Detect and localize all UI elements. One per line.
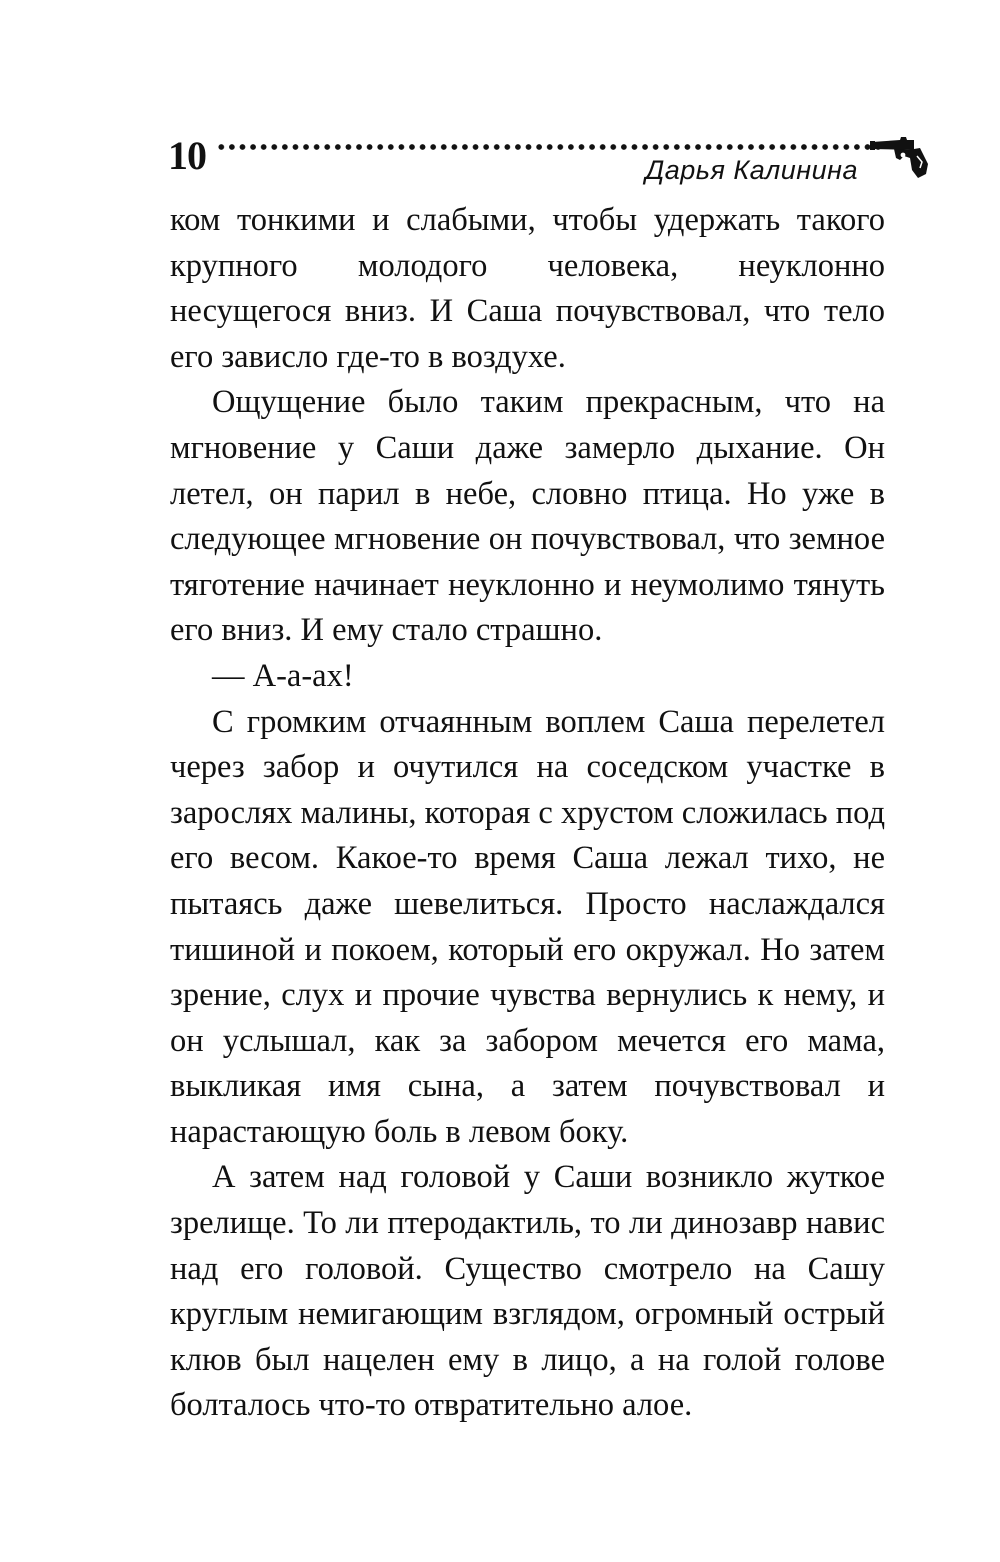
paragraph: А затем над головой у Саши возникло жуткое зрелище. То ли птеродактиль, то ли динозавр навис над его головой. Существо смотрело на Сашу круглым немигающим взглядом, огромный острый клюв был нацелен ему в лицо, а на голой голове болталось что-то отвратительно алое. [170, 1159, 885, 1424]
paragraph: Ощущение было таким прекрасным, что на мгновение у Саши даже замерло дыхание. Он летел, он парил в небе, словно птица. Но уже в следующее мгновение он почувствовал, что земное тяготение начинает неуклонно и неумолимо тянуть его вниз. И ему стало страшно. [170, 384, 885, 649]
dot-leader [216, 142, 884, 152]
pistol-icon [870, 134, 930, 180]
paragraph: ком тонкими и слабыми, чтобы удержать такого крупного молодого человека, неуклонно несущегося вниз. И Саша почувствовал, что тело его зависло где-то в воздухе. [170, 202, 885, 375]
paragraph: С громким отчаянным воплем Саша перелетел через забор и очутился на соседском участке в зарослях малины, которая с хрустом сложилась под его весом. Какое-то время Саша лежал тихо, не пытаясь даже шевелиться. Просто наслаждался тишиной и покоем, который его окружал. Но затем зрение, слух и прочие чувства вернулись к нему, и он услышал, как за забором мечется его мама, выкликая имя сына, а затем почувствовал и нарастающую боль в левом боку. [170, 703, 885, 1150]
dialogue-line: — А-а-ах! [212, 657, 354, 694]
page-header [168, 128, 928, 198]
page-number: 10 [168, 133, 206, 178]
body-text [170, 198, 885, 1429]
running-title: Дарья Калинина [645, 155, 858, 185]
